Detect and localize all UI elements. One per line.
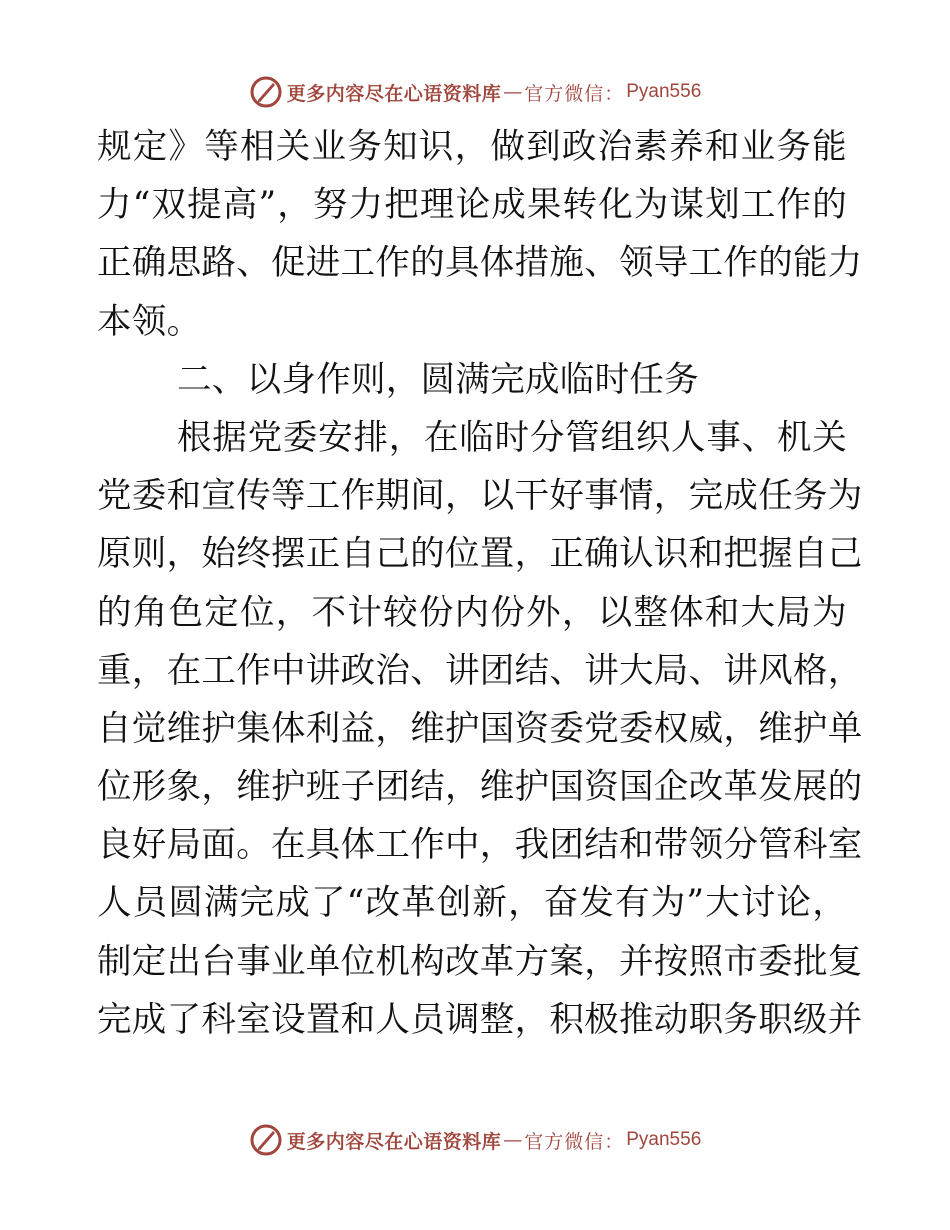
text-line: 正确思路、促进工作的具体措施、领导工作的能力 bbox=[97, 243, 863, 284]
text-line: 规定》等相关业务知识，做到政治素养和业务能 bbox=[97, 127, 847, 167]
text-line: 良好局面。在具体工作中，我团结和带领分管科室 bbox=[97, 825, 863, 866]
text-line: 位形象，维护班子团结，维护国资国企改革发展的 bbox=[97, 767, 863, 808]
watermark-separator: — bbox=[503, 81, 523, 103]
text-line: 党委和宣传等工作期间，以干好事情，完成任务为 bbox=[97, 476, 863, 517]
watermark-brand: 更多内容尽在心语资料库 bbox=[286, 82, 502, 105]
watermark-wechat-id: Pyan556 bbox=[626, 81, 702, 102]
text-line: 本领。 bbox=[97, 301, 202, 342]
text-line: 制定出台事业单位机构改革方案，并按照市委批复 bbox=[97, 941, 863, 982]
header-watermark bbox=[0, 72, 950, 112]
watermark-wechat-id: Pyan556 bbox=[626, 1129, 702, 1150]
section-heading: 二、以身作则，圆满完成临时任务 bbox=[177, 359, 699, 400]
watermark-wechat-label: 官方微信： bbox=[524, 82, 625, 105]
watermark-separator: — bbox=[503, 1129, 523, 1151]
quill-circle-icon bbox=[249, 75, 283, 109]
text-line: 自觉维护集体利益，维护国资委党委权威，维护单 bbox=[97, 708, 863, 749]
quill-circle-icon bbox=[249, 1123, 283, 1157]
text-line: 的角色定位，不计较份内份外，以整体和大局为 bbox=[97, 592, 847, 633]
document-body bbox=[97, 118, 863, 1049]
text-line: 原则，始终摆正自己的位置，正确认识和把握自己 bbox=[97, 534, 863, 575]
text-line: 力“双提高”，努力把理论成果转化为谋划工作的 bbox=[97, 185, 847, 226]
watermark-wechat-label: 官方微信： bbox=[524, 1130, 625, 1153]
watermark-brand: 更多内容尽在心语资料库 bbox=[286, 1130, 502, 1153]
text-line: 人员圆满完成了“改革创新，奋发有为”大讨论， bbox=[97, 883, 847, 924]
footer-watermark bbox=[0, 1120, 950, 1160]
text-line: 重，在工作中讲政治、讲团结、讲大局、讲风格， bbox=[97, 650, 863, 691]
text-line: 完成了科室设置和人员调整，积极推动职务职级并 bbox=[97, 999, 863, 1040]
text-line: 根据党委安排，在临时分管组织人事、机关 bbox=[177, 417, 847, 458]
